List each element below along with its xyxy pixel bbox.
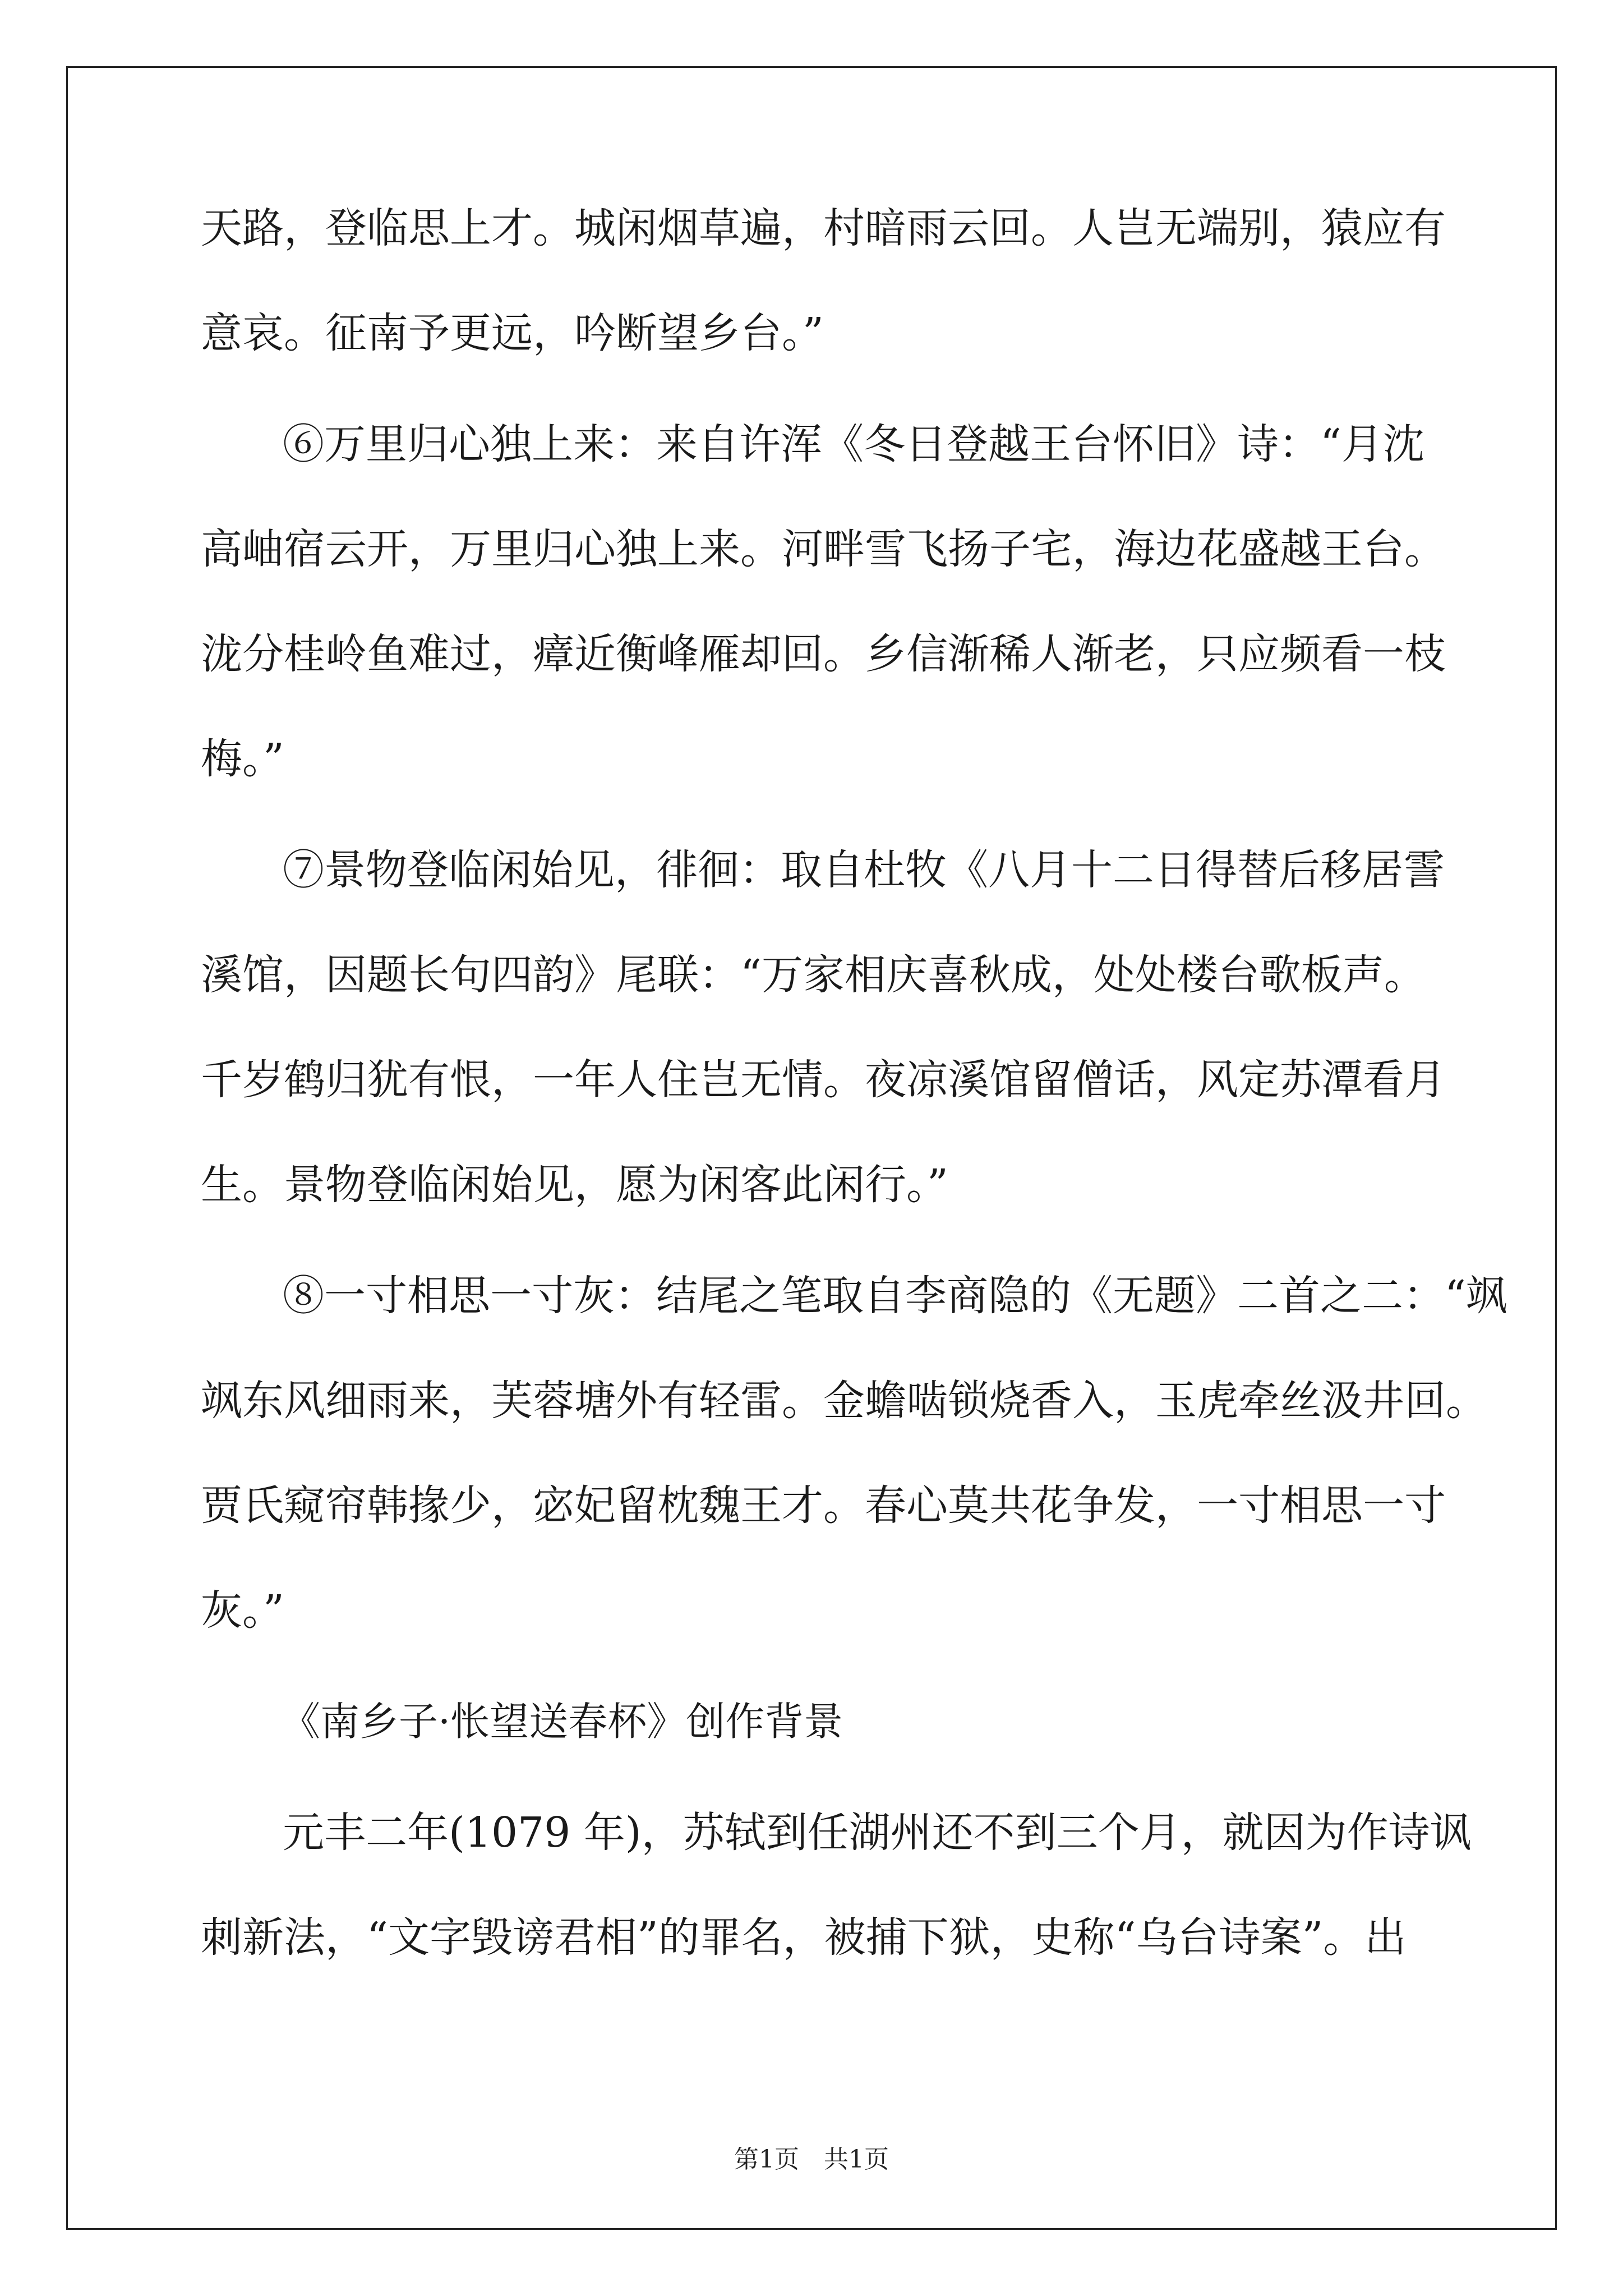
- text-line: 贾氏窥帘韩掾少，宓妃留枕魏王才。春心莫共花争发，一寸相思一寸: [201, 1481, 1446, 1530]
- document-body: [201, 204, 1507, 1962]
- text-line: 生。景物登临闲始见，愿为闲客此闲行。”: [201, 1161, 948, 1209]
- text-line: 千岁鹤归犹有恨，一年人住岂无情。夜凉溪馆留僧话，风定苏潭看月: [201, 1056, 1446, 1104]
- text-line: 天路，登临思上才。城闲烟草遍，村暗雨云回。人岂无端别，猿应有: [201, 204, 1446, 252]
- section-heading: 《南乡子·怅望送春杯》创作背景: [281, 1699, 843, 1745]
- paragraph-start: ⑦景物登临闲始见，徘徊：取自杜牧《八月十二日得替后移居霅: [283, 846, 1445, 894]
- text-line: 高岫宿云开，万里归心独上来。河畔雪飞扬子宅，海边花盛越王台。: [201, 525, 1446, 573]
- text-line: 意哀。征南予更远，吟断望乡台。”: [201, 309, 824, 357]
- text-line: 飒东风细雨来，芙蓉塘外有轻雷。金蟾啮锁烧香入，玉虎牵丝汲井回。: [201, 1377, 1487, 1425]
- text-line: 刺新法，“文字毁谤君相”的罪名，被捕下狱，史称“乌台诗案”。出: [201, 1913, 1407, 1962]
- text-line: 溪馆，因题长句四韵》尾联：“万家相庆喜秋成，处处楼台歌板声。: [201, 951, 1426, 999]
- paragraph-start: 元丰二年(1079 年)，苏轼到任湖州还不到三个月，就因为作诗讽: [283, 1809, 1472, 1857]
- paragraph-start: ⑧一寸相思一寸灰：结尾之笔取自李商隐的《无题》二首之二：“飒: [283, 1272, 1507, 1320]
- page-footer: 第1页 共1页: [734, 2145, 889, 2174]
- text-line: 灰。”: [201, 1586, 284, 1635]
- text-line: 泷分桂岭鱼难过，瘴近衡峰雁却回。乡信渐稀人渐老，只应频看一枝: [201, 630, 1446, 678]
- text-line: 梅。”: [201, 735, 284, 783]
- paragraph-start: ⑥万里归心独上来：来自许浑《冬日登越王台怀旧》诗：“月沈: [283, 420, 1424, 468]
